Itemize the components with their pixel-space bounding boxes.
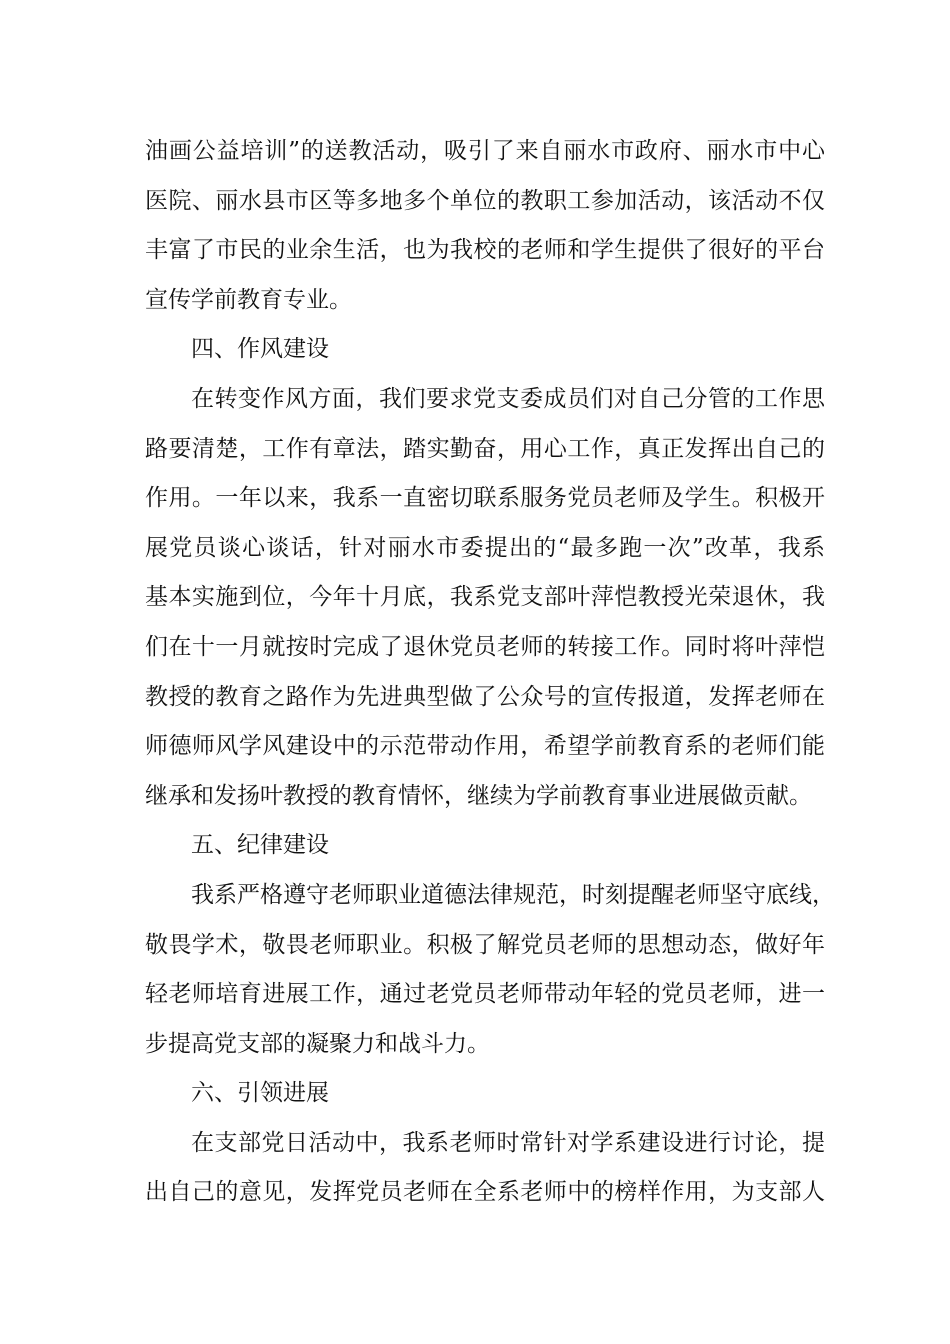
paragraph-line: 丰富了市民的业余生活，也为我校的老师和学生提供了很好的平台 — [145, 237, 825, 264]
paragraph-line: 敬畏学术，敬畏老师职业。积极了解党员老师的思想动态，做好年 — [145, 931, 825, 958]
paragraph-line: 们在十一月就按时完成了退休党员老师的转接工作。同时将叶萍恺 — [145, 633, 825, 660]
paragraph-line: 宣传学前教育专业。 — [145, 286, 352, 313]
paragraph-line: 作用。一年以来，我系一直密切联系服务党员老师及学生。积极开 — [145, 485, 825, 512]
paragraph-line: 在支部党日活动中，我系老师时常针对学系建设进行讨论，提 — [191, 1129, 825, 1156]
paragraph-line: 出自己的意见，发挥党员老师在全系老师中的榜样作用，为支部人 — [145, 1179, 825, 1206]
paragraph-line: 在转变作风方面，我们要求党支委成员们对自己分管的工作思 — [191, 385, 825, 412]
paragraph-line: 轻老师培育进展工作，通过老党员老师带动年轻的党员老师，进一 — [145, 981, 825, 1008]
paragraph-line: 展党员谈心谈话，针对丽水市委提出的“最多跑一次”改革，我系 — [145, 534, 825, 561]
paragraph-line: 教授的教育之路作为先进典型做了公众号的宣传报道，发挥老师在 — [145, 683, 825, 710]
section-heading-zuofeng: 四、作风建设 — [191, 336, 329, 363]
paragraph-line: 路要清楚，工作有章法，踏实勤奋，用心工作，真正发挥出自己的 — [145, 435, 825, 462]
document-body — [145, 127, 835, 1218]
section-heading-yinling: 六、引领进展 — [191, 1080, 329, 1107]
paragraph-line: 我系严格遵守老师职业道德法律规范，时刻提醒老师坚守底线， — [191, 881, 835, 908]
paragraph-line: 医院、丽水县市区等多地多个单位的教职工参加活动，该活动不仅 — [145, 187, 825, 214]
paragraph-line: 油画公益培训”的送教活动，吸引了来自丽水市政府、丽水市中心 — [145, 138, 825, 164]
section-heading-jilv: 五、纪律建设 — [191, 832, 329, 859]
paragraph-line: 步提高党支部的凝聚力和战斗力。 — [145, 1030, 490, 1057]
paragraph-line: 师德师风学风建设中的示范带动作用，希望学前教育系的老师们能 — [145, 733, 825, 760]
paragraph-line: 基本实施到位，今年十月底，我系党支部叶萍恺教授光荣退休，我 — [145, 584, 825, 611]
paragraph-line: 继承和发扬叶教授的教育情怀，继续为学前教育事业进展做贡献。 — [145, 782, 812, 809]
